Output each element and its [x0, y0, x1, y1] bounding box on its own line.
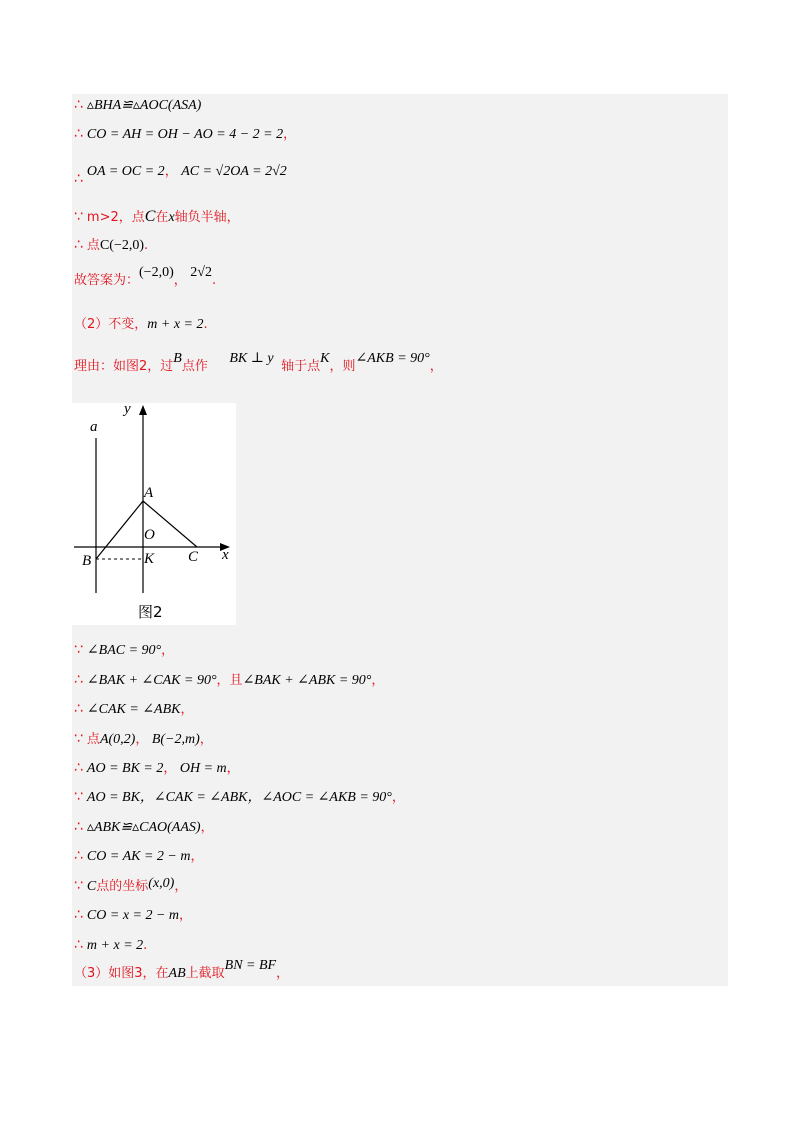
label-y: y — [124, 401, 131, 417]
solution-line-10 — [74, 671, 384, 690]
therefore-symbol: ∴ — [74, 760, 83, 776]
therefore-symbol: ∴ — [74, 907, 83, 923]
punctuation: ， — [174, 879, 188, 894]
punctuation: ， — [135, 732, 149, 747]
math-expression: (x,0) — [148, 876, 175, 891]
punctuation: ， — [371, 673, 385, 688]
text: 理由：如图2，过 — [74, 359, 174, 374]
punctuation: ， — [190, 849, 204, 864]
text: 点 — [86, 732, 100, 747]
punctuation: ， — [276, 966, 290, 981]
label-O: O — [144, 527, 155, 543]
solution-line-17 — [74, 877, 187, 896]
solution-line-20 — [74, 958, 290, 983]
punctuation: ， — [429, 359, 443, 374]
math-expression: AB — [168, 966, 186, 981]
therefore-symbol: ∴ — [74, 672, 83, 688]
variable: B — [173, 351, 182, 366]
because-symbol: ∵ — [74, 731, 83, 747]
text: 轴负半轴， — [174, 210, 240, 225]
solution-line-18 — [74, 906, 192, 925]
punctuation: ， — [164, 164, 178, 179]
math-expression: ▵ABK≌▵CAO(AAS) — [86, 820, 201, 835]
solution-line-7 — [74, 316, 208, 334]
punctuation: ， — [391, 790, 405, 805]
math-expression: A(0,2) — [99, 732, 136, 747]
math-expression: AO = BK，∠CAK = ∠ABK，∠AOC = ∠AKB = 90° — [86, 790, 392, 805]
solution-line-13 — [74, 759, 240, 778]
variable: C — [144, 208, 156, 225]
punctuation: ， — [179, 908, 193, 923]
punctuation: ， — [200, 820, 214, 835]
therefore-symbol: ∴ — [74, 126, 83, 142]
solution-line-12 — [74, 730, 213, 749]
solution-line-11 — [74, 700, 194, 719]
solution-line-8 — [74, 351, 443, 376]
label-C: C — [188, 549, 199, 565]
math-expression: CO = AH = OH − AO = 4 − 2 = 2 — [86, 127, 284, 142]
math-expression: AO = BK = 2 — [86, 761, 164, 776]
punctuation: . — [143, 938, 148, 953]
answer-1: (−2,0) — [139, 265, 174, 280]
math-expression: ∠BAK + ∠CAK = 90° — [86, 673, 217, 688]
math-expression: ∠BAK + ∠ABK = 90° — [242, 673, 372, 688]
label-B: B — [82, 553, 92, 569]
math-expression: AC = √2OA = 2√2 — [181, 164, 287, 179]
punctuation: ， — [226, 761, 240, 776]
label-a: a — [90, 419, 98, 435]
therefore-symbol: ∴ — [74, 937, 83, 953]
math-expression: C(−2,0) — [99, 238, 144, 253]
figure-caption: 图2 — [138, 603, 163, 621]
segment-ab — [96, 501, 143, 559]
punctuation: . — [144, 238, 149, 253]
math-expression: ∠AKB = 90° — [355, 351, 430, 366]
math-expression: OA = OC = 2 — [86, 164, 165, 179]
punctuation: ， — [161, 643, 175, 658]
therefore-symbol: ∴ — [74, 819, 83, 835]
punctuation: . — [211, 273, 217, 288]
text: 在 — [155, 210, 169, 225]
punctuation: ， — [173, 273, 187, 288]
answer-label: 故答案为： — [74, 273, 140, 288]
text: 上截取 — [185, 966, 225, 981]
math-expression: B(−2,m) — [151, 732, 200, 747]
variable: x — [168, 210, 175, 225]
text: ，且 — [216, 673, 243, 688]
part-3-heading: （3）如图3，在 — [74, 966, 169, 981]
math-expression: CO = AK = 2 − m — [86, 849, 191, 864]
therefore-symbol: ∴ — [74, 237, 83, 253]
coordinate-diagram — [72, 403, 236, 625]
label-x: x — [222, 547, 229, 563]
because-symbol: ∵ — [74, 789, 83, 805]
math-expression: BK ⊥ y — [229, 351, 274, 366]
part-2-heading: （2）不变， — [74, 317, 148, 332]
figure-2 — [72, 403, 236, 625]
label-A: A — [144, 485, 154, 501]
punctuation: ， — [199, 732, 213, 747]
math-expression: ∠CAK = ∠ABK — [86, 702, 181, 717]
therefore-symbol: ∴ — [74, 848, 83, 864]
text: 轴于点 — [281, 359, 321, 374]
solution-line-4 — [74, 208, 240, 227]
punctuation: . — [203, 317, 208, 332]
math-expression: OH = m — [179, 761, 227, 776]
variable: C — [86, 879, 97, 894]
solution-line-15 — [74, 818, 214, 837]
solution-line-2 — [74, 125, 296, 144]
solution-line-3 — [74, 162, 287, 187]
math-expression: ▵BHA≌▵AOC(ASA) — [86, 98, 202, 113]
solution-line-1 — [74, 96, 201, 115]
text: ，则 — [329, 359, 356, 374]
punctuation: ， — [180, 702, 194, 717]
solution-line-6 — [74, 265, 217, 290]
text: 点 — [86, 238, 100, 253]
solution-line-14 — [74, 788, 405, 807]
variable: K — [320, 351, 330, 366]
therefore-symbol: ∴ — [74, 701, 83, 717]
therefore-symbol: ∴ — [74, 97, 83, 113]
label-K: K — [144, 551, 155, 567]
because-symbol: ∵ — [74, 642, 83, 658]
math-expression: CO = x = 2 − m — [86, 908, 180, 923]
text: 点的坐标 — [96, 879, 149, 894]
answer-2: 2√2 — [190, 265, 212, 280]
text: m>2，点 — [86, 210, 145, 225]
solution-line-19 — [74, 936, 147, 955]
solution-line-9 — [74, 641, 174, 660]
solution-line-16 — [74, 847, 203, 866]
text: 点作 — [181, 359, 208, 374]
therefore-symbol: ∴ — [74, 171, 83, 187]
punctuation: ， — [283, 127, 297, 142]
because-symbol: ∵ — [74, 209, 83, 225]
because-symbol: ∵ — [74, 878, 83, 894]
math-expression: BN = BF — [224, 958, 277, 973]
solution-line-5 — [74, 236, 148, 255]
math-expression: m + x = 2 — [147, 317, 204, 332]
y-axis-arrow — [139, 405, 147, 415]
math-expression: ∠BAC = 90° — [86, 643, 162, 658]
punctuation: ， — [163, 761, 177, 776]
math-expression: m + x = 2 — [86, 938, 144, 953]
